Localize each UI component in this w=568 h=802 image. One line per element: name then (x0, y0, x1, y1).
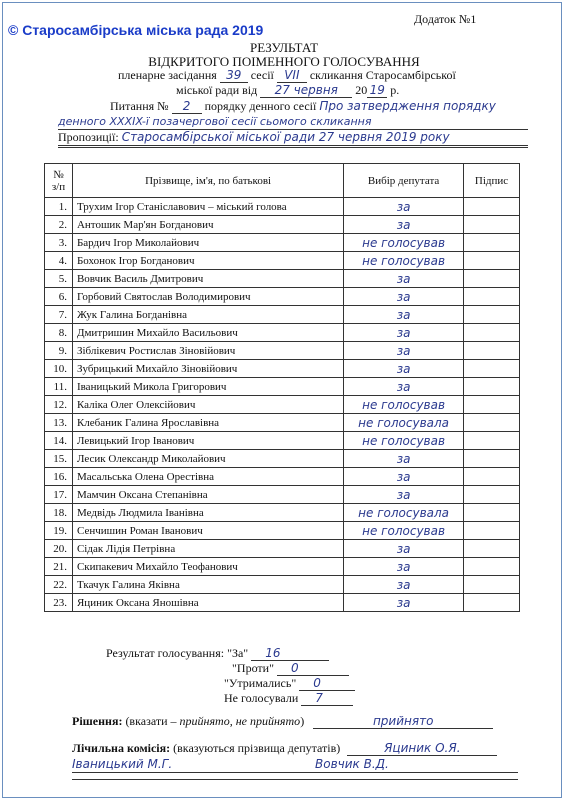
deputy-name: Трухим Ігор Станіславович – міський голова (72, 198, 343, 216)
deputy-name: Вовчик Василь Дмитрович (72, 270, 343, 288)
deputy-signature (464, 486, 520, 504)
vote-table-header (45, 164, 520, 198)
deputy-signature (464, 378, 520, 396)
header-signature: Підпис (464, 164, 520, 198)
commission-member-2: Іваницький М.Г. (72, 757, 173, 771)
deputy-choice: за (344, 486, 464, 504)
deputy-choice: за (344, 576, 464, 594)
deputy-choice: за (344, 540, 464, 558)
table-row (45, 576, 520, 594)
deputy-choice: не голосувала (344, 504, 464, 522)
deputy-choice: не голосував (344, 432, 464, 450)
deputy-choice: за (344, 450, 464, 468)
session-date-line: міської ради від 27 червня 20 19 р. (176, 83, 400, 97)
deputy-name: Антошик Мар'ян Богданович (72, 216, 343, 234)
table-row (45, 234, 520, 252)
deputy-choice: за (344, 378, 464, 396)
table-row (45, 288, 520, 306)
header-name: Прізвище, ім'я, по батькові (72, 164, 343, 198)
proposal-line (58, 130, 528, 146)
result-ne-holosuvaly: 7 (301, 691, 353, 706)
row-number: 22. (45, 576, 73, 594)
row-number: 8. (45, 324, 73, 342)
row-number: 13. (45, 414, 73, 432)
result-utrymalys: 0 (299, 676, 355, 691)
deputy-signature (464, 342, 520, 360)
table-row (45, 378, 520, 396)
deputy-signature (464, 396, 520, 414)
deputy-name: Каліка Олег Олексійович (72, 396, 343, 414)
row-number: 3. (45, 234, 73, 252)
deputy-name: Зіблікевич Ростислав Зіновійович (72, 342, 343, 360)
table-row (45, 252, 520, 270)
commission-line-2 (72, 757, 518, 773)
document-subtitle: ВІДКРИТОГО ПОІМЕННОГО ГОЛОСУВАННЯ (148, 54, 420, 69)
deputy-signature (464, 450, 520, 468)
result-za: 16 (251, 646, 329, 661)
row-number: 19. (45, 522, 73, 540)
deputy-choice: не голосував (344, 234, 464, 252)
table-row (45, 270, 520, 288)
appendix-label: Додаток №1 (414, 12, 477, 26)
deputy-name: Жук Галина Богданівна (72, 306, 343, 324)
deputy-name: Бохонок Ігор Богданович (72, 252, 343, 270)
deputy-choice: не голосувала (344, 414, 464, 432)
row-number: 10. (45, 360, 73, 378)
deputy-choice: за (344, 360, 464, 378)
table-row (45, 468, 520, 486)
deputy-signature (464, 234, 520, 252)
row-number: 11. (45, 378, 73, 396)
deputy-choice: не голосував (344, 396, 464, 414)
deputy-signature (464, 432, 520, 450)
row-number: 14. (45, 432, 73, 450)
deputy-name: Зубрицький Михайло Зіновійович (72, 360, 343, 378)
question-text-1: Про затвердження порядку (319, 99, 496, 113)
deputy-name: Іваницький Микола Григорович (72, 378, 343, 396)
deputy-name: Мамчин Оксана Степанівна (72, 486, 343, 504)
deputy-name: Масальська Олена Орестівна (72, 468, 343, 486)
table-row (45, 540, 520, 558)
deputy-name: Медвідь Людмила Іванівна (72, 504, 343, 522)
proposal-text: Старосамбірської міської ради 27 червня 2019 року (121, 130, 450, 144)
deputy-signature (464, 198, 520, 216)
deputy-signature (464, 576, 520, 594)
table-row (45, 396, 520, 414)
table-row (45, 558, 520, 576)
deputy-name: Бардич Ігор Миколайович (72, 234, 343, 252)
row-number: 9. (45, 342, 73, 360)
deputy-choice: за (344, 198, 464, 216)
copyright-banner: © Старосамбірська міська рада 2019 (8, 22, 264, 38)
question-line: Питання № 2 порядку денного сесії Про затвердження порядку (110, 99, 496, 113)
deputy-name: Ткачук Галина Яківна (72, 576, 343, 594)
proposal-blank-line (58, 146, 528, 148)
session-convocation: VII (277, 68, 307, 83)
table-row (45, 450, 520, 468)
table-row (45, 324, 520, 342)
deputy-signature (464, 270, 520, 288)
deputy-signature (464, 414, 520, 432)
deputy-signature (464, 252, 520, 270)
deputy-signature (464, 468, 520, 486)
deputy-name: Дмитришин Михайло Васильович (72, 324, 343, 342)
deputy-signature (464, 288, 520, 306)
table-row (45, 216, 520, 234)
table-row (45, 342, 520, 360)
deputy-name: Сенчишин Роман Іванович (72, 522, 343, 540)
document-title: РЕЗУЛЬТАТ (249, 40, 319, 55)
session-number: 39 (220, 68, 248, 83)
deputy-choice: за (344, 324, 464, 342)
deputy-name: Лесик Олександр Миколайович (72, 450, 343, 468)
deputy-choice: за (344, 558, 464, 576)
deputy-signature (464, 522, 520, 540)
row-number: 16. (45, 468, 73, 486)
commission-member-1: Яциник О.Я. (347, 741, 497, 756)
decision-line: Рішення: (вказати – прийнято, не прийнято) прийнято (72, 714, 493, 729)
deputy-signature (464, 540, 520, 558)
deputy-name: Яциник Оксана Яношівна (72, 594, 343, 612)
table-row (45, 594, 520, 612)
deputy-signature (464, 594, 520, 612)
row-number: 18. (45, 504, 73, 522)
table-row (45, 432, 520, 450)
commission-label: Лічильна комісія: (72, 741, 171, 755)
deputy-choice: не голосував (344, 252, 464, 270)
deputy-signature (464, 360, 520, 378)
row-number: 7. (45, 306, 73, 324)
commission-member-3: Вовчик В.Д. (315, 757, 389, 771)
row-number: 4. (45, 252, 73, 270)
results-block: Результат голосування: "За" 16 "Проти" 0 "Утримались" 0 Не голосували 7 (106, 646, 355, 706)
table-row (45, 306, 520, 324)
deputy-name: Сідак Лідія Петрівна (72, 540, 343, 558)
question-text-2: денного XXXIX-ї позачергової сесії сьомого скликання (58, 115, 372, 128)
commission-blank-line (72, 778, 518, 780)
result-proty: 0 (277, 661, 349, 676)
header-choice: Вибір депутата (344, 164, 464, 198)
deputy-choice: за (344, 342, 464, 360)
session-date: 27 червня (260, 83, 352, 98)
commission-line: Лічильна комісія: (вказуються прізвища депутатів) Яциник О.Я. (72, 741, 497, 756)
row-number: 2. (45, 216, 73, 234)
decision-label: Рішення: (72, 714, 123, 728)
table-row (45, 522, 520, 540)
row-number: 17. (45, 486, 73, 504)
row-number: 5. (45, 270, 73, 288)
table-row (45, 198, 520, 216)
header-number: № з/п (45, 164, 73, 198)
deputy-choice: за (344, 288, 464, 306)
vote-table (44, 163, 520, 612)
proposal-label: Пропозиції: (58, 130, 119, 144)
deputy-choice: не голосував (344, 522, 464, 540)
deputy-choice: за (344, 306, 464, 324)
deputy-signature (464, 558, 520, 576)
row-number: 1. (45, 198, 73, 216)
question-line-2 (58, 114, 528, 130)
question-number: 2 (172, 99, 202, 114)
row-number: 15. (45, 450, 73, 468)
deputy-name: Скипакевич Михайло Теофанович (72, 558, 343, 576)
deputy-signature (464, 504, 520, 522)
table-row (45, 504, 520, 522)
deputy-name: Левицький Ігор Іванович (72, 432, 343, 450)
deputy-choice: за (344, 594, 464, 612)
table-row (45, 414, 520, 432)
deputy-name: Горбовий Святослав Володимирович (72, 288, 343, 306)
session-year: 19 (367, 83, 387, 98)
row-number: 23. (45, 594, 73, 612)
table-row (45, 486, 520, 504)
row-number: 12. (45, 396, 73, 414)
results-label: Результат голосування: (106, 646, 225, 660)
deputy-signature (464, 216, 520, 234)
row-number: 21. (45, 558, 73, 576)
session-line: пленарне засідання 39 сесії VII скликання Старосамбірської (118, 68, 456, 82)
row-number: 20. (45, 540, 73, 558)
row-number: 6. (45, 288, 73, 306)
deputy-name: Клебаник Галина Ярославівна (72, 414, 343, 432)
deputy-choice: за (344, 216, 464, 234)
table-row (45, 360, 520, 378)
decision-value: прийнято (313, 714, 493, 729)
deputy-signature (464, 324, 520, 342)
deputy-signature (464, 306, 520, 324)
deputy-choice: за (344, 270, 464, 288)
deputy-choice: за (344, 468, 464, 486)
